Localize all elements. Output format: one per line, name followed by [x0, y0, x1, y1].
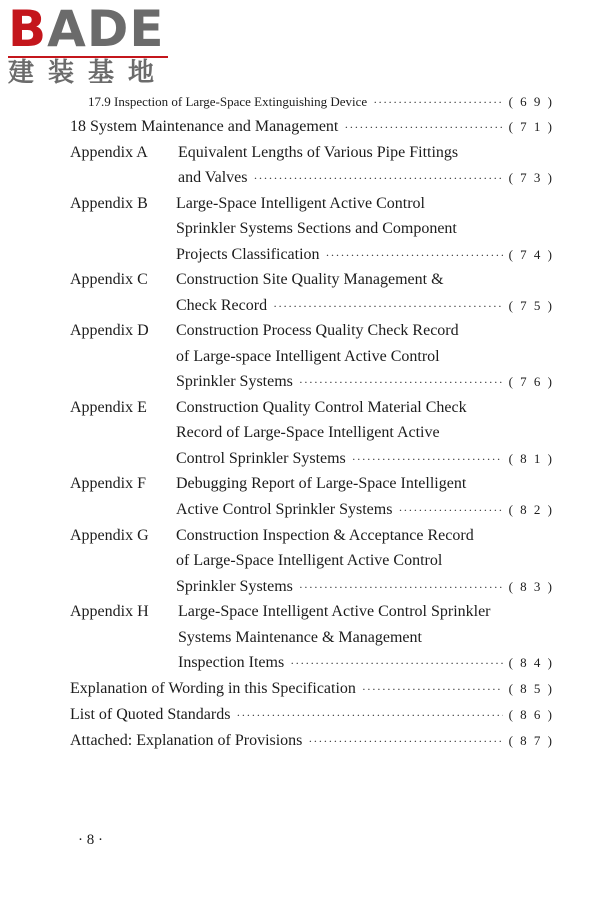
toc-entry-18[interactable]: 18 System Maintenance and Management ····· ( 7 1 ): [70, 115, 554, 139]
appendix-b-entry[interactable]: Projects Classification ····· ( 7 4 ): [176, 243, 554, 267]
appendix-g-entry[interactable]: Sprinkler Systems ····· ( 8 3 ): [176, 575, 554, 599]
appendix-c-entry[interactable]: Check Record ····· ( 7 5 ): [176, 294, 554, 318]
appendix-h-line[interactable]: Systems Maintenance & Management: [178, 629, 422, 646]
appendix-c-line[interactable]: Construction Site Quality Management &: [176, 271, 444, 288]
toc-entry-attached[interactable]: Attached: Explanation of Provisions ····· ( 8 7 ): [70, 729, 554, 753]
logo-chinese: 建装基地: [8, 58, 169, 88]
appendix-g-label: Appendix G: [70, 527, 149, 544]
page-number: · 8 ·: [78, 832, 103, 848]
appendix-a-label: Appendix A: [70, 144, 148, 161]
appendix-d-entry[interactable]: Sprinkler Systems ····· ( 7 6 ): [176, 370, 554, 394]
appendix-f-label: Appendix F: [70, 475, 146, 492]
bade-logo: [8, 0, 178, 88]
appendix-g-line[interactable]: of Large-Space Intelligent Active Control: [176, 552, 443, 569]
appendix-b-line[interactable]: Sprinkler Systems Sections and Component: [176, 220, 457, 237]
appendix-e-entry[interactable]: Control Sprinkler Systems ····· ( 8 1 ): [176, 447, 554, 471]
appendix-g-line[interactable]: Construction Inspection & Acceptance Record: [176, 527, 474, 544]
appendix-a-line[interactable]: Equivalent Lengths of Various Pipe Fittings: [178, 144, 459, 161]
appendix-e-label: Appendix E: [70, 399, 147, 416]
toc-entry-wording[interactable]: Explanation of Wording in this Specification ····· ( 8 5 ): [70, 677, 554, 701]
appendix-b-line[interactable]: Large-Space Intelligent Active Control: [176, 195, 425, 212]
appendix-d-line[interactable]: Construction Process Quality Check Record: [176, 322, 459, 339]
appendix-h-entry[interactable]: Inspection Items ····· ( 8 4 ): [178, 651, 554, 675]
appendix-h-line[interactable]: Large-Space Intelligent Active Control Sprinkler: [178, 603, 491, 620]
appendix-d-label: Appendix D: [70, 322, 149, 339]
appendix-h-label: Appendix H: [70, 603, 149, 620]
appendix-a-entry[interactable]: and Valves ····· ( 7 3 ): [178, 166, 554, 190]
appendix-e-line[interactable]: Record of Large-Space Intelligent Active: [176, 424, 440, 441]
appendix-d-line[interactable]: of Large-space Intelligent Active Control: [176, 348, 440, 365]
appendix-f-line[interactable]: Debugging Report of Large-Space Intelligent: [176, 475, 467, 492]
appendix-b-label: Appendix B: [70, 195, 148, 212]
appendix-f-entry[interactable]: Active Control Sprinkler Systems ····· ( 8 2 ): [176, 498, 554, 522]
toc-entry-standards[interactable]: List of Quoted Standards ····· ( 8 6 ): [70, 703, 554, 727]
appendix-c-label: Appendix C: [70, 271, 148, 288]
appendix-e-line[interactable]: Construction Quality Control Material Check: [176, 399, 467, 416]
logo-wordmark: BADE: [8, 0, 165, 58]
toc-entry-17-9[interactable]: 17.9 Inspection of Large-Space Extinguishing Device ····· ( 6 9 ): [88, 90, 554, 114]
